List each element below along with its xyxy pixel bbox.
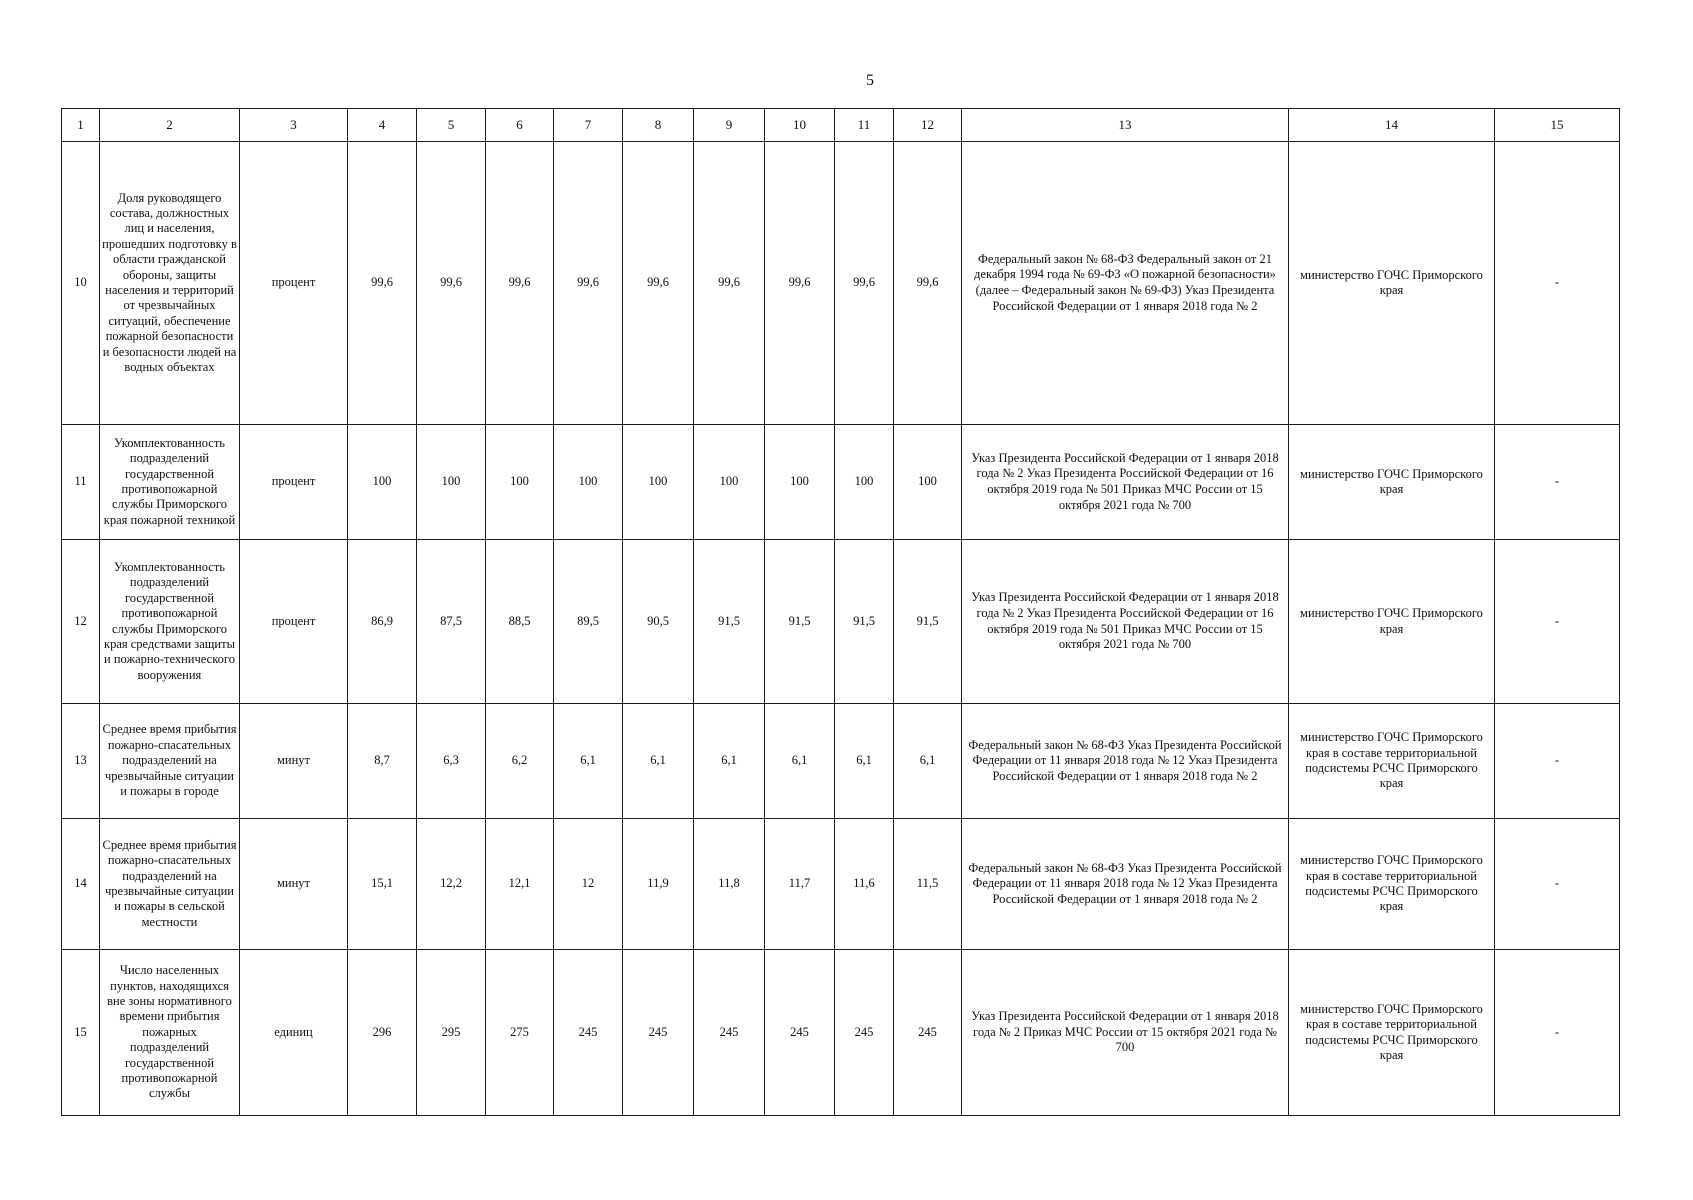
value-cell: 12,1: [486, 819, 554, 950]
value-cell: 99,6: [835, 142, 894, 425]
value-cell: 275: [486, 950, 554, 1116]
table-row: [62, 142, 1620, 425]
value-cell: 6,1: [835, 704, 894, 819]
value-cell: 12,2: [417, 819, 486, 950]
value-cell: 99,6: [694, 142, 765, 425]
value-cell: 6,1: [765, 704, 835, 819]
header-cell: 9: [694, 109, 765, 142]
value-cell: 245: [623, 950, 694, 1116]
row-number: 10: [62, 142, 100, 425]
value-cell: 91,5: [835, 540, 894, 704]
indicator-name: Среднее время прибытия пожарно-спасательных подразделений на чрезвычайные ситуации и пожары в городе: [100, 704, 240, 819]
note-cell: -: [1495, 704, 1620, 819]
indicator-name: Среднее время прибытия пожарно-спасательных подразделений на чрезвычайные ситуации и пожары в сельской местности: [100, 819, 240, 950]
header-cell: 3: [240, 109, 348, 142]
value-cell: 99,6: [765, 142, 835, 425]
value-cell: 12: [554, 819, 623, 950]
header-cell: 5: [417, 109, 486, 142]
header-cell: 14: [1289, 109, 1495, 142]
responsible-cell: министерство ГОЧС Приморского края: [1289, 142, 1495, 425]
value-cell: 245: [765, 950, 835, 1116]
indicator-name: Число населенных пунктов, находящихся вне зоны нормативного времени прибытия пожарных подразделений государственной противопожарной службы: [100, 950, 240, 1116]
value-cell: 100: [765, 425, 835, 540]
value-cell: 245: [835, 950, 894, 1116]
value-cell: 99,6: [894, 142, 962, 425]
value-cell: 6,3: [417, 704, 486, 819]
legal-basis-cell: Указ Президента Российской Федерации от 1 января 2018 года № 2 Указ Президента Российской Федерации от 16 октября 2019 года № 501 Приказ МЧС России от 15 октября 2021 года № 700: [962, 425, 1289, 540]
header-cell: 8: [623, 109, 694, 142]
value-cell: 6,1: [694, 704, 765, 819]
table-row: [62, 819, 1620, 950]
row-number: 11: [62, 425, 100, 540]
value-cell: 99,6: [348, 142, 417, 425]
table-row: [62, 425, 1620, 540]
value-cell: 100: [417, 425, 486, 540]
header-cell: 6: [486, 109, 554, 142]
note-cell: -: [1495, 950, 1620, 1116]
header-cell: 11: [835, 109, 894, 142]
header-cell: 12: [894, 109, 962, 142]
value-cell: 91,5: [894, 540, 962, 704]
value-cell: 6,1: [623, 704, 694, 819]
header-cell: 2: [100, 109, 240, 142]
unit-cell: минут: [240, 819, 348, 950]
unit-cell: процент: [240, 540, 348, 704]
page-number: 5: [866, 72, 874, 89]
row-number: 15: [62, 950, 100, 1116]
header-cell: 15: [1495, 109, 1620, 142]
value-cell: 100: [554, 425, 623, 540]
value-cell: 100: [486, 425, 554, 540]
value-cell: 99,6: [554, 142, 623, 425]
value-cell: 245: [894, 950, 962, 1116]
value-cell: 90,5: [623, 540, 694, 704]
table-row: [62, 704, 1620, 819]
responsible-cell: министерство ГОЧС Приморского края: [1289, 425, 1495, 540]
indicator-name: Укомплектованность подразделений государственной противопожарной службы Приморского края средствами защиты и пожарно-технического вооружения: [100, 540, 240, 704]
value-cell: 11,8: [694, 819, 765, 950]
header-cell: 4: [348, 109, 417, 142]
note-cell: -: [1495, 540, 1620, 704]
unit-cell: минут: [240, 704, 348, 819]
row-number: 12: [62, 540, 100, 704]
note-cell: -: [1495, 425, 1620, 540]
unit-cell: процент: [240, 142, 348, 425]
header-cell: 13: [962, 109, 1289, 142]
value-cell: 245: [694, 950, 765, 1116]
responsible-cell: министерство ГОЧС Приморского края: [1289, 540, 1495, 704]
value-cell: 100: [894, 425, 962, 540]
indicator-name: Доля руководящего состава, должностных лиц и населения, прошедших подготовку в области гражданской обороны, защиты населения и территорий от чрезвычайных ситуаций, обеспечение пожарной безопасности и безопасности людей на водных объектах: [100, 142, 240, 425]
legal-basis-cell: Федеральный закон № 68-ФЗ Указ Президента Российской Федерации от 11 января 2018 года № 12 Указ Президента Российской Федерации от 1 января 2018 года № 2: [962, 704, 1289, 819]
value-cell: 15,1: [348, 819, 417, 950]
table-row: [62, 950, 1620, 1116]
value-cell: 11,7: [765, 819, 835, 950]
header-cell: 7: [554, 109, 623, 142]
responsible-cell: министерство ГОЧС Приморского края в составе территориальной подсистемы РСЧС Приморского края: [1289, 704, 1495, 819]
value-cell: 245: [554, 950, 623, 1116]
value-cell: 296: [348, 950, 417, 1116]
legal-basis-cell: Указ Президента Российской Федерации от 1 января 2018 года № 2 Указ Президента Российской Федерации от 16 октября 2019 года № 501 Приказ МЧС России от 15 октября 2021 года № 700: [962, 540, 1289, 704]
value-cell: 11,6: [835, 819, 894, 950]
value-cell: 295: [417, 950, 486, 1116]
note-cell: -: [1495, 142, 1620, 425]
value-cell: 6,2: [486, 704, 554, 819]
value-cell: 91,5: [694, 540, 765, 704]
value-cell: 88,5: [486, 540, 554, 704]
value-cell: 11,9: [623, 819, 694, 950]
value-cell: 89,5: [554, 540, 623, 704]
responsible-cell: министерство ГОЧС Приморского края в составе территориальной подсистемы РСЧС Приморского края: [1289, 950, 1495, 1116]
row-number: 14: [62, 819, 100, 950]
value-cell: 91,5: [765, 540, 835, 704]
value-cell: 6,1: [554, 704, 623, 819]
value-cell: 100: [348, 425, 417, 540]
legal-basis-cell: Федеральный закон № 68-ФЗ Указ Президента Российской Федерации от 11 января 2018 года № 12 Указ Президента Российской Федерации от 1 января 2018 года № 2: [962, 819, 1289, 950]
value-cell: 6,1: [894, 704, 962, 819]
header-cell: 10: [765, 109, 835, 142]
value-cell: 8,7: [348, 704, 417, 819]
value-cell: 11,5: [894, 819, 962, 950]
legal-basis-cell: Федеральный закон № 68-ФЗ Федеральный закон от 21 декабря 1994 года № 69-ФЗ «О пожарной безопасности» (далее – Федеральный закон № 69-ФЗ) Указ Президента Российской Федерации от 1 января 2018 года № 2: [962, 142, 1289, 425]
responsible-cell: министерство ГОЧС Приморского края в составе территориальной подсистемы РСЧС Приморского края: [1289, 819, 1495, 950]
value-cell: 99,6: [486, 142, 554, 425]
value-cell: 86,9: [348, 540, 417, 704]
note-cell: -: [1495, 819, 1620, 950]
indicators-table: [61, 108, 1620, 1116]
value-cell: 100: [694, 425, 765, 540]
header-row: [62, 109, 1620, 142]
value-cell: 100: [623, 425, 694, 540]
indicator-name: Укомплектованность подразделений государственной противопожарной службы Приморского края пожарной техникой: [100, 425, 240, 540]
row-number: 13: [62, 704, 100, 819]
value-cell: 99,6: [417, 142, 486, 425]
unit-cell: процент: [240, 425, 348, 540]
value-cell: 100: [835, 425, 894, 540]
value-cell: 99,6: [623, 142, 694, 425]
value-cell: 87,5: [417, 540, 486, 704]
legal-basis-cell: Указ Президента Российской Федерации от 1 января 2018 года № 2 Приказ МЧС России от 15 октября 2021 года № 700: [962, 950, 1289, 1116]
header-cell: 1: [62, 109, 100, 142]
unit-cell: единиц: [240, 950, 348, 1116]
table-row: [62, 540, 1620, 704]
